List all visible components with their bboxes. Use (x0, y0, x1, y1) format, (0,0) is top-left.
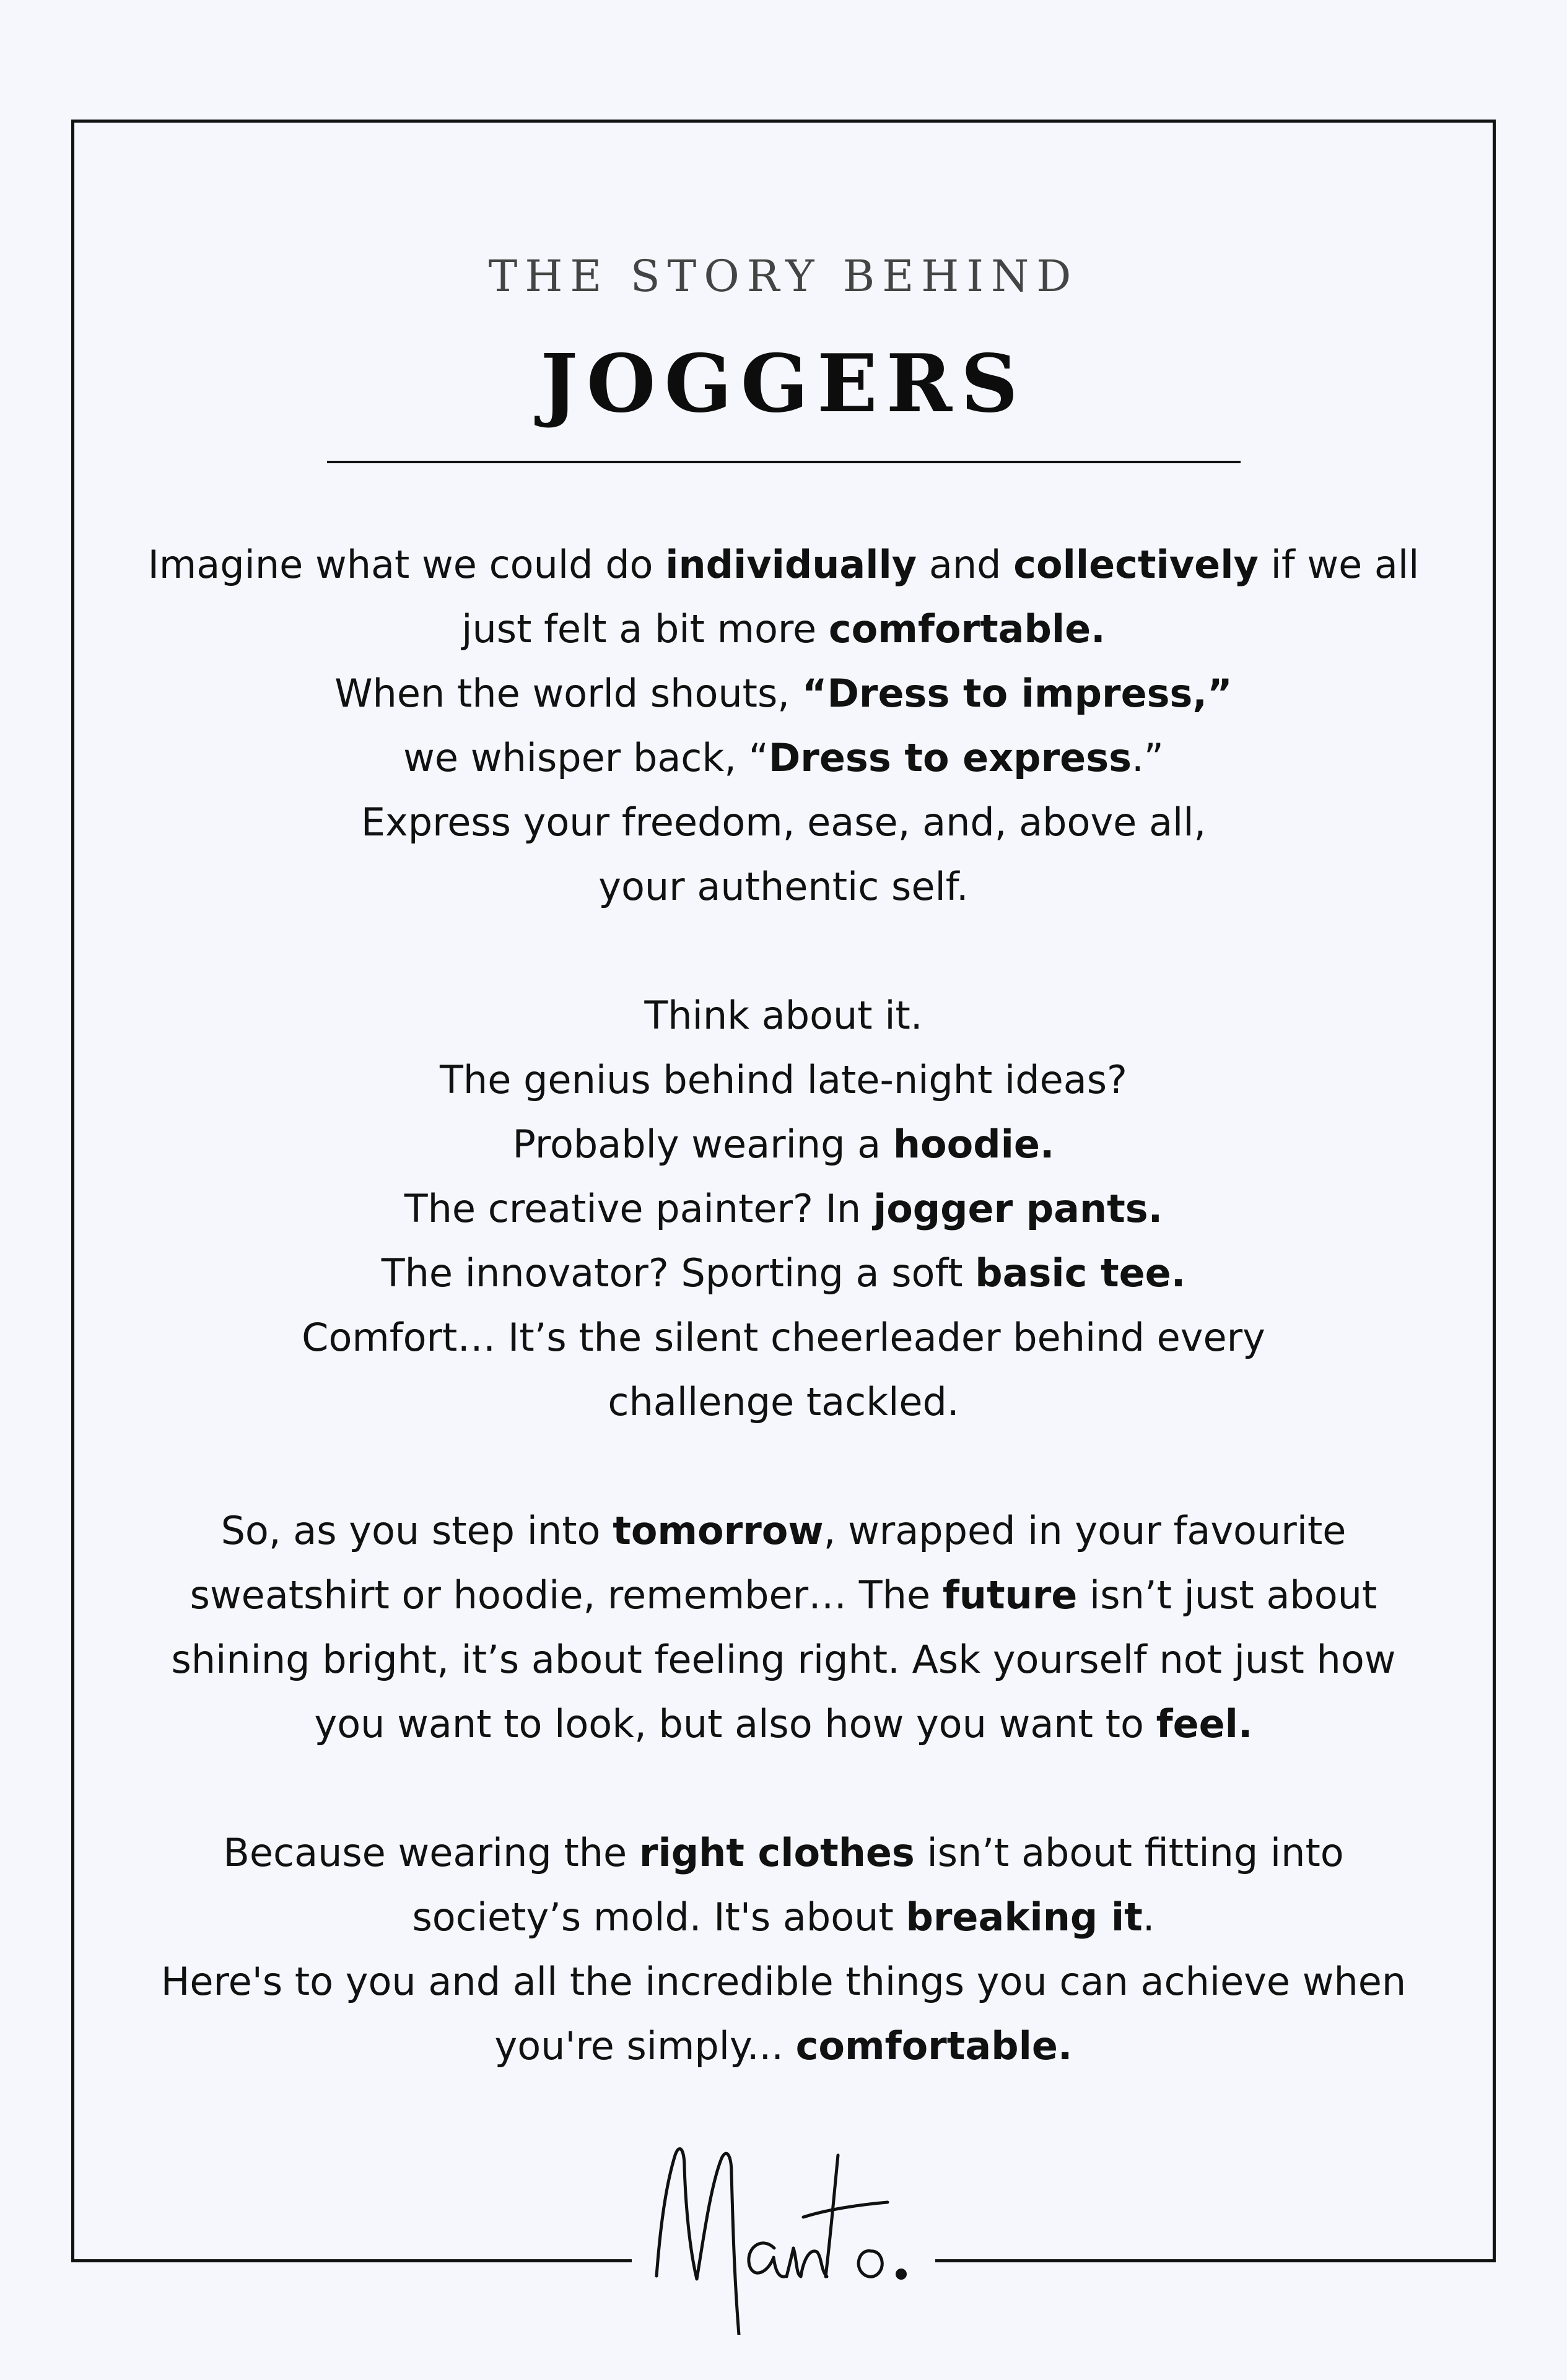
paragraph-3 (87, 1499, 1480, 1756)
eyebrow-heading: THE STORY BEHIND (488, 251, 1079, 302)
signature-manto-mark (641, 2130, 926, 2335)
paragraph-3-line-1: So, as you step into tomorrow, wrapped in your favourite (220, 1508, 1347, 1553)
paragraph-2-line-6: Comfort… It’s the silent cheerleader behind every (302, 1315, 1265, 1360)
paragraph-3-line-2: sweatshirt or hoodie, remember… The future isn’t just about (190, 1572, 1377, 1618)
frame-left-border (71, 120, 74, 2262)
story-body (87, 533, 1480, 2078)
frame-bottom-border-right (935, 2259, 1496, 2262)
paragraph-1 (87, 533, 1480, 919)
paragraph-1-line-4: we whisper back, “Dress to express.” (403, 735, 1164, 780)
paragraph-4-line-2: society’s mold. It's about breaking it. (412, 1894, 1155, 1940)
paragraph-1-line-1: Imagine what we could do individually and collectively if we all (147, 542, 1420, 587)
paragraph-4-line-4: you're simply... comfortable. (494, 2023, 1073, 2068)
signature-logo (641, 2130, 926, 2335)
frame-right-border (1493, 120, 1496, 2262)
paragraph-2-line-4: The creative painter? In jogger pants. (404, 1186, 1163, 1231)
paragraph-2-line-7: challenge tackled. (608, 1379, 959, 1424)
paragraph-1-line-6: your authentic self. (598, 864, 969, 909)
paragraph-3-line-3: shining bright, it’s about feeling right. Ask yourself not just how (171, 1637, 1396, 1682)
paragraph-4 (87, 1821, 1480, 2078)
paragraph-4-line-3: Here's to you and all the incredible things you can achieve when (160, 1959, 1407, 2004)
title-divider (327, 461, 1241, 463)
paragraph-1-line-2: just felt a bit more comfortable. (461, 606, 1106, 652)
paragraph-2-line-3: Probably wearing a hoodie. (512, 1122, 1055, 1167)
paragraph-2-line-1: Think about it. (644, 993, 923, 1038)
frame-top-border (71, 120, 1496, 123)
paragraph-1-line-3: When the world shouts, “Dress to impress,” (334, 671, 1233, 716)
paragraph-2-line-5: The innovator? Sporting a soft basic tee. (381, 1250, 1186, 1296)
paragraph-2 (87, 983, 1480, 1434)
paragraph-3-line-4: you want to look, but also how you want to feel. (314, 1701, 1253, 1746)
page-title: JOGGERS (540, 338, 1027, 430)
paragraph-2-line-2: The genius behind late-night ideas? (440, 1057, 1127, 1102)
paragraph-1-line-5: Express your freedom, ease, and, above all, (360, 800, 1207, 845)
paragraph-4-line-1: Because wearing the right clothes isn’t about fitting into (223, 1830, 1344, 1875)
frame-bottom-border-left (71, 2259, 632, 2262)
